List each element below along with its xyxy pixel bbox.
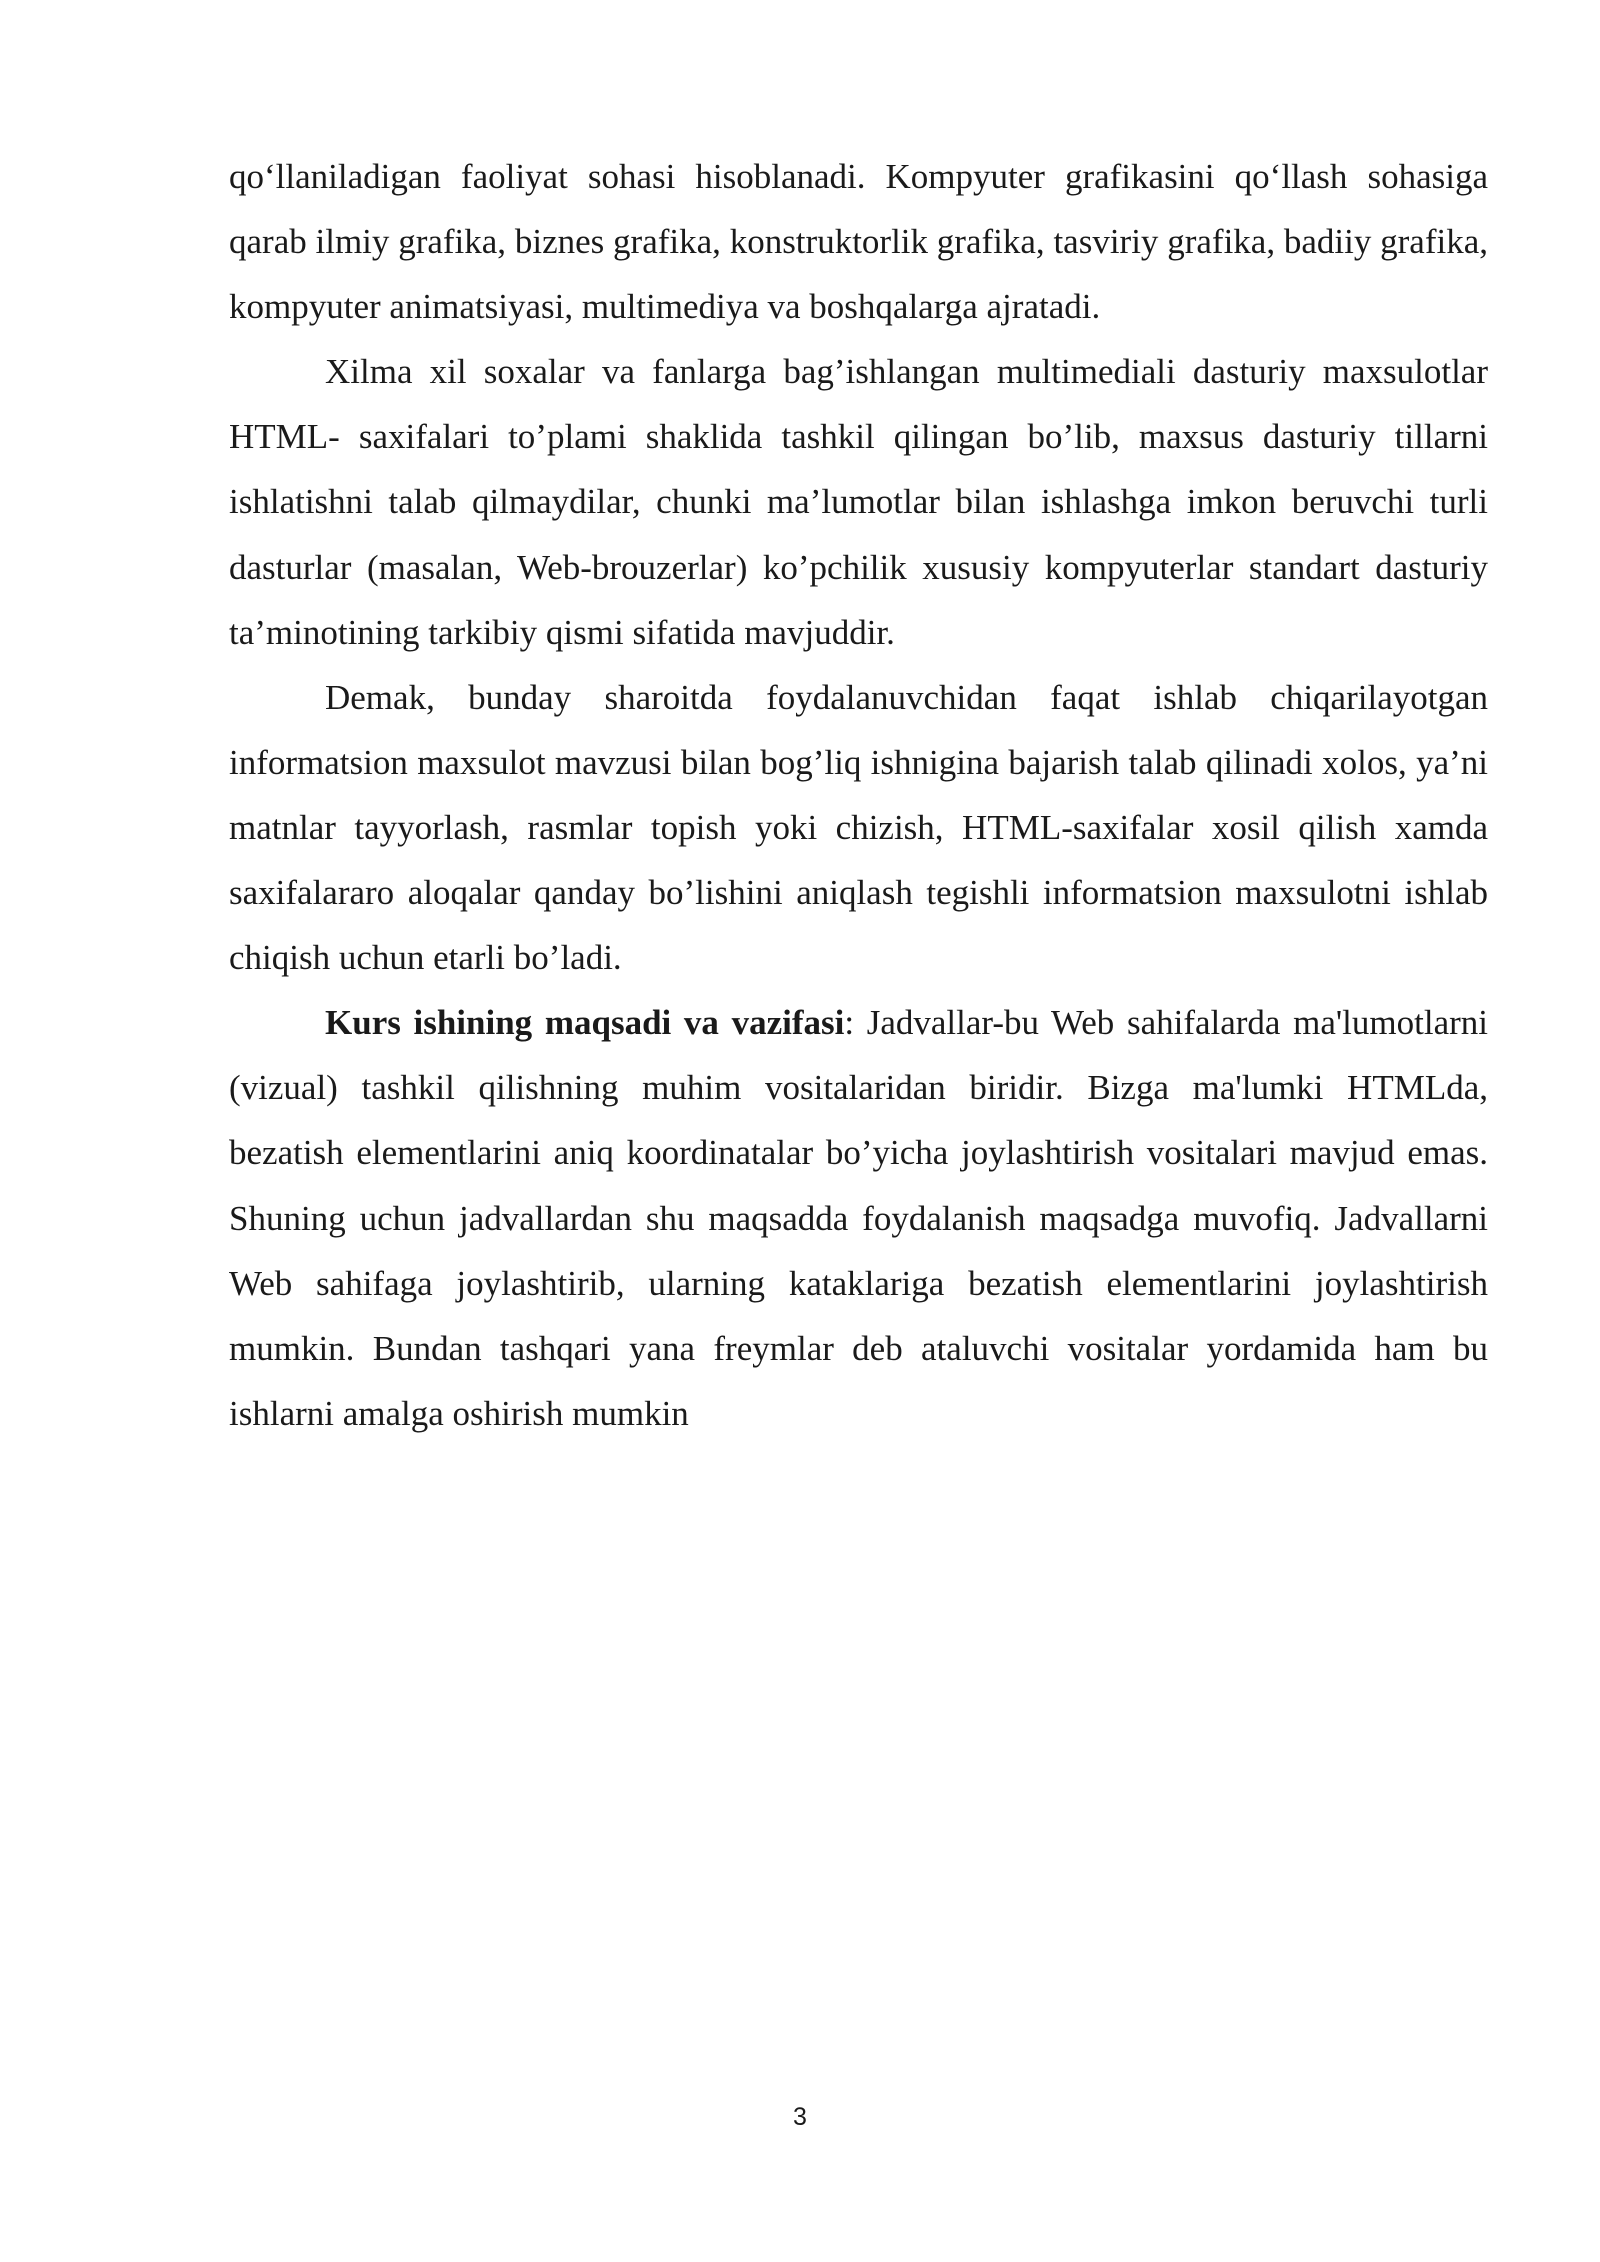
paragraph-4 <box>229 990 1488 1446</box>
paragraph-1: qo‘llaniladigan faoliyat sohasi hisoblanadi. Kompyuter grafikasini qo‘llash sohasiga qarab ilmiy grafika, biznes grafika, konstruktorlik grafika, tasviriy grafika, badiiy grafika, kompyuter animatsiyasi, multimediya va boshqalarga ajratadi. <box>229 157 1488 327</box>
paragraph-4-text: : Jadvallar-bu Web sahifalarda ma'lumotlarni (vizual) tashkil qilishning muhim vositalaridan biridir. Bizga ma'lumki HTMLda, bezatish elementlarini aniq koordinatalar bo’yicha joylashtirish vositalari mavjud emas. Shuning uchun jadvallardan shu maqsadda foydalanish maqsadga muvofiq. Jadvallarni Web sahifaga joylashtirib, ularning kataklariga bezatish elementlarini joylashtirish mumkin. Bundan tashqari yana freymlar deb ataluvchi vositalar yordamida ham bu ishlarni amalga oshirish mumkin <box>229 1003 1488 1433</box>
page-number: 3 <box>793 2103 807 2131</box>
body-text <box>229 144 1488 1446</box>
paragraph-3: Demak, bunday sharoitda foydalanuvchidan faqat ishlab chiqarilayotgan informatsion maxsulot mavzusi bilan bog’liq ishnigina bajarish talab qilinadi xolos, ya’ni matnlar tayyorlash, rasmlar topish yoki chizish, HTML-saxifalar xosil qilish xamda saxifalararo aloqalar qanday bo’lishini aniqlash tegishli informatsion maxsulotni ishlab chiqish uchun etarli bo’ladi. <box>229 677 1488 978</box>
paragraph-2: Xilma xil soxalar va fanlarga bag’ishlangan multimediali dasturiy maxsulotlar HTML- saxifalari to’plami shaklida tashkil qilingan bo’lib, maxsus dasturiy tillarni ishlatishni talab qilmaydilar, chunki ma’lumotlar bilan ishlashga imkon beruvchi turli dasturlar (masalan, Web-brouzerlar) ko’pchilik xususiy kompyuterlar standart dasturiy ta’minotining tarkibiy qismi sifatida mavjuddir. <box>229 352 1488 652</box>
section-heading-inline: Kurs ishining maqsadi va vazifasi <box>325 1003 845 1043</box>
